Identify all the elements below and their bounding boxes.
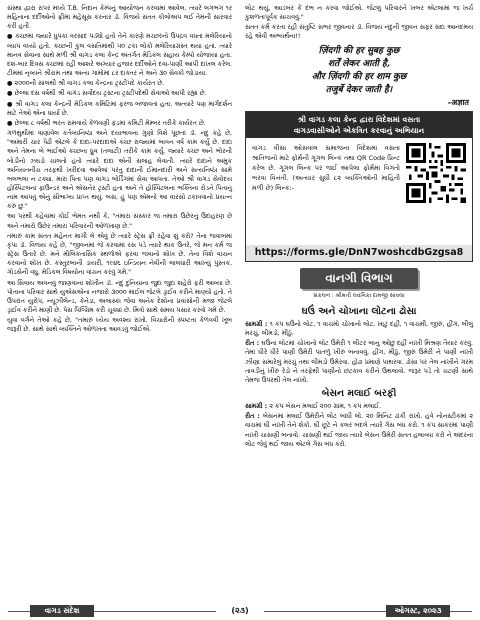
method-text: ઘઉંના લોટમાં ચોખાનો લોટ ઉમેરી ૧ લીટર બાનુ ઓછું દહીં નાખી મિશ્રણ તૈયાર કરવું. તેમાં ધીરે ધીરે પાણી ઉમેરી પાતળું ખીરું બનાવવું. હીંગ, મીઠું, જીરું ઉમેરી ને પાણી નાખી ઝીણા સમારેલું મરચું તથા લીમડો ઉમેરવા. હોઢા પ્રમાણે પાથરવા. ઢોસા પર તેલ નાંખીને ગરમ તાવડીનું ખીરું રેડો ને તરફેથી પાણીનો છંટકાવ કરીને ઉથલાવો. જરૂર પડે તો ચટણી સાથે તેમજ ઉપરથી તેલ નાખો. bbox=[245, 340, 473, 384]
paragraph: ● છેલ્લા દસ વર્ષથી શ્રી વાગડ સર્વોદય ટ્રસ્ટના ટ્રસ્ટીપદેથી સેવાઓ આપી રહ્યા છે. bbox=[7, 90, 207, 98]
section-banner: વાનગી વિભાગ bbox=[300, 268, 418, 289]
campaign-title-line: શ્રી વાગડ કલા કેન્દ્ર દ્વારા વિદેશમાં વસતા bbox=[297, 114, 421, 124]
paragraph: લોટ થયું, આડંબર કે દંભ ન કરવા જોઈએ. જેટલું પરિવારને ખબર એટલામાં જ ખર્ચ કુશળતાપૂર્વક સાચવવું." bbox=[245, 5, 473, 22]
quote-author: -अज्ञात bbox=[447, 97, 469, 107]
ingredients-text: ૧ કપ ઘઉંનો લોટ, ૧ વાચમો ચોખાનો લોટ, ખાટું દહીં, ૧ વાચમી, જીરું, હીંગ, લીલું મરચું, લીમડો, મીઠું. bbox=[245, 320, 473, 338]
recipe-method bbox=[245, 412, 473, 449]
campaign-title-line: વાગડવાસીઓને એકત્રિત કરવાનું અભિયાન bbox=[293, 125, 425, 135]
method-text: બેસનમાં મલાઈ ઉમેરીને લોટ બાંધી લો. ૨૦ મિનિટ ઢાંકી રાખો. હવે નોનસ્ટીકમાં ૨ વાચમાં ઘી નાખી તેને શેકો. ઘી છૂટે ને કલર બદલે ત્યારે ગેસ બંધ કરો. ૧ કપ સાકરમાં પાણી નાખી ચાસણી બનાવો. ચાસણી થઈ જાય ત્યારે બેસન ઉમેરી સતત હલાવ્યા કરો ને અંદરના લોટ જેવું થઈ જાય એટલે ગેસ બંધ કરો. bbox=[245, 413, 473, 448]
quote-line: तजुर्बे देकर जाती है। bbox=[325, 84, 393, 95]
recipe-ingredients bbox=[245, 320, 473, 338]
footer-divider bbox=[94, 611, 216, 612]
paragraph: ● ૨૦૦૦ની સાલથી શ્રી વાગડ કલા કેન્દ્રના ટ્રસ્ટીપદે કાર્યરત છે. bbox=[7, 80, 165, 88]
campaign-title bbox=[246, 112, 472, 138]
footer-divider bbox=[8, 611, 30, 612]
ingredients-label: સામગ્રી : bbox=[245, 403, 268, 411]
quote-line: ज़िंदगी की हर सुबह कुछ bbox=[318, 45, 400, 56]
recipe-ingredients bbox=[245, 402, 473, 411]
page-number: (૨૩) bbox=[231, 606, 249, 615]
paragraph: યુવા વર્ગને તેઓ કહે છે, "તમારું ધ્યેય અવશ્ય રાખો. વિચારોની સ્પષ્ટતા કેળવવી ખૂબ જરૂરી છે. સાથે સાથે વ્યક્તિને ઓળખતા આવડવું જોઈએ. bbox=[7, 317, 232, 334]
page-footer bbox=[0, 604, 480, 620]
paragraph: સતત કર્મ કરતા રહી સંતુષ્ટિ સભર જીવનાર ડૉ. વિજય નંદુની જીવન સફર સદા આનંદમય રહે એવી અભ્યર્થના!! bbox=[245, 24, 473, 41]
recipe-method bbox=[245, 339, 473, 385]
footer-divider bbox=[450, 611, 472, 612]
left-article-column bbox=[7, 4, 232, 335]
qr-code-icon[interactable] bbox=[406, 143, 466, 203]
issue-date: ઓગસ્ટ, ૨૦૨૩ bbox=[386, 605, 450, 617]
recipe-title: બેસન મલાઈ બરફી bbox=[321, 388, 397, 400]
compiler-credit: સંકલન : શ્રીમતી લવંગિકા દામજી સાવલા bbox=[313, 292, 405, 299]
ingredients-label: સામગ્રી : bbox=[245, 320, 268, 328]
paragraph: ● ક્ચ્છમાં જ્યારે ધુપકા વરસાદ પડ્યો હતો તેને કારણે મચ્છરનો ઉપદ્રવ વધતાં મલેરિયાનો વ્યાપ વધ્યો હતો. ક્ચ્છની કુલ વસતિમાંથી ૫૦ ટકા લોકો મલેરિયાગ્રસ્ત થયા હતાં. ત્યારે માનવ સેવાના સાથે મળી શ્રી વાગડ કલા કેન્દ્ર અંતર્ગત મેડિકલ સહાય કેમ્પો યોજાયા હતા. દશ-બાર દિવસ ક્ચ્છમાં રહી આશરે અગ્યાર હજાર દર્દીઓને દવા-પાણી આપી દાખલ કરેલ. ટીમમાં નૃવ્યને શ્રીરામ તથા અન્ય ગામોમાં ૮ર દાક્તર ને અને ૩૦ સેવકો જોડાયા. bbox=[7, 33, 232, 78]
quote-line: शर्तें लेकर आती है, bbox=[328, 58, 390, 69]
paragraph: આ પરથી કહેવામાં કોઈ ભેમત નથી કે, "તમારા સંસ્કાર જ તમારા ઉછેરનું ઉદાહરણ છે અને તમારો ઉછેર તમારા પરિવારની ઓળખાણ છે." bbox=[7, 213, 232, 230]
paragraph: ગળથુથીમાં વાણાવેલ કર્તવ્યનિષ્ઠા અને દયાભાવના ગુણો વિશે પૂછતાં ડૉ. નંદુ કહે છે, "અમારી ચાર પેઢી એટલે કે દાદા-પરદાદાએ ક્ચ્છ રાજ્યમાં બાવન વર્ષ કામ કર્યું છે. દાદા અને તેમના બે ભાઈઓ ક્ચ્છના ધ્રુવ (તલાટી) તરીકે કામ કર્યું. જ્યારે ક્ચ્છ અને ભોરની બોડીનો ઝઘડો ચાલતો હતો ત્યારે દાદા એની સલાહ લેવાતી. ત્યારે દાદાને અમુક અનિયતનીચ તરફથી ખરીદવા આવેલાં પરંતુ દાદાની ઈમાનદારી અને સત્યનિષ્ઠા સામે ભલભલા ન ટક્યા. મારા પિતા પણ વાગડ બોર્ડિંગમાં સેવા આપતા. તેઓ શ્રી વાગડ સેવોદય હોસ્પિટલના ફાઉન્ડર અને એસનેર ટ્રસ્ટી હતા અને તે હોસ્પિટલના ભક્તિના રોડને પિતાનું નામ આપવું એનું સૌભાગ્ય પ્રાપ્ત થયું. બસ, હું પણ એમનો આ વારસો ટકાવવાનો પ્રયત્ન કરું છું." bbox=[7, 130, 232, 211]
campaign-text: વાગડ વીસા ઓસવાલ સમાજના વિદેશમાં વસતા શ્રાતિજનો માટે ફોર્મની ગૂગલ લિન્ક તથા QR Code પ્રિન્ટ કરેલ છે. ગૂગલ લિન્ક પર જઈ આપેલા ફોર્મમાં વિગતો ભરવા વિનંતી. (અત્યાર સુધી ૮૨ વ્યક્તિઓની માહિતી મળી છે) લિન્ક:- bbox=[252, 143, 400, 192]
paragraph: આ સિવાય અવનવું જાણવાના શોખીન ડૉ. નંદુ દુનિયાના જુદા જુદા શહેરો ફરી આવ્યા છે. પોતાના પરિવાર સાથે યુએસએના નજારો ૩૦૦૦ માઈલ જેટલે ડ્રાઈવ કરીને માણ્યો હતો. તે ઉપરાંત યુરોપ, ન્યૂઝીલેન્ડ, કેનેડા, અલાસ્કા જેવા અનેક દેશોના પ્રવાસોની મજા જેટલે ડ્રાઈવ કરીને માણી છે. પેસ પિલ્ગ્રિમ કરી ચૂક્યાં છે. મિત્રો સાથે સમય પસાર કરવો ગમે છે. bbox=[7, 279, 232, 314]
google-form-link[interactable]: https://forms.gle/DnN7woshcdbGzgsa8 bbox=[246, 245, 472, 261]
recipe-title: ઘઉં અને ચોખાના લોટના ઢોસા bbox=[301, 305, 417, 317]
quote-line: और ज़िंदगी की हर शाम कुछ bbox=[311, 71, 407, 82]
hindi-quote bbox=[245, 45, 473, 97]
campaign-body bbox=[246, 138, 472, 245]
paragraph: ● છેલ્લા ૮ વર્ષથી ભરત રામવાયે કેળવણી ફંડમાં કમિટી મેમ્બર તરીકે કાર્યરત છે. bbox=[7, 119, 206, 127]
paragraph: ● શ્રી વાગડ કલા કેન્દ્રની મેડિકલ કમિટિમાં ફરજ બજાવતાં હતા. અત્યારે પણ માર્ગદર્શન માટે તેઓ એના ધાર્યા છે. bbox=[7, 100, 232, 117]
method-label: રીત : bbox=[245, 413, 260, 421]
footer-divider bbox=[264, 611, 386, 612]
overseas-campaign-box bbox=[245, 111, 473, 262]
method-label: રીત : bbox=[245, 340, 260, 348]
right-article-column bbox=[245, 4, 473, 450]
magazine-name: વાગડ સંદેશ bbox=[30, 605, 94, 617]
ingredients-text: ૨ કપ બેસન મલાઈ ૨૦૦ ગ્રામ, ૧ કપ મલાઈ. bbox=[269, 403, 382, 411]
paragraph: તમારું કામ સતત મહેનત માગી લે એવું છે ત્યારે સ્ટ્રેસ ફ્રી રહેવા શું કરો? તેના જવાબમાં કૃપા ડૉ. વિજય કહે છે, "જીવનમાં જે કરવામાં રસ પડે ત્યારે થાક ઉતરે, જે મન કર્મ જ સ્ટ્રેસ ઉતારે છે. મને મૌલિકતાસિક સ્થળોએ ફરવા જવાનો શોખ છે. તેના વિશે વાંચન કરવાનો શોખ છે. કસ્તુરબાની ડાયરી, ૧૯૪૬ ઇન્ડિયન નેવીની લાલધારી આખ્યું પુસ્તક, ગોડસેની વધુ, મેડિકલ વિષયોના વાંચન કરવું ગમે." bbox=[7, 232, 232, 277]
paragraph: સંસ્થા દ્વારા રાપર મધ્યે T.B. નિદાન કેમ્પનું આયોજન કરવામાં આવેલ. ત્યારે લગભગ ૧ર મહિનાના દર્દીઓનો ફ્રીમાં મહેસૂસ કરનાર ડૉ. વિજયે સતત કોલોઅપ લઈ તેમની સારવાર કરી હતી. bbox=[7, 5, 232, 31]
